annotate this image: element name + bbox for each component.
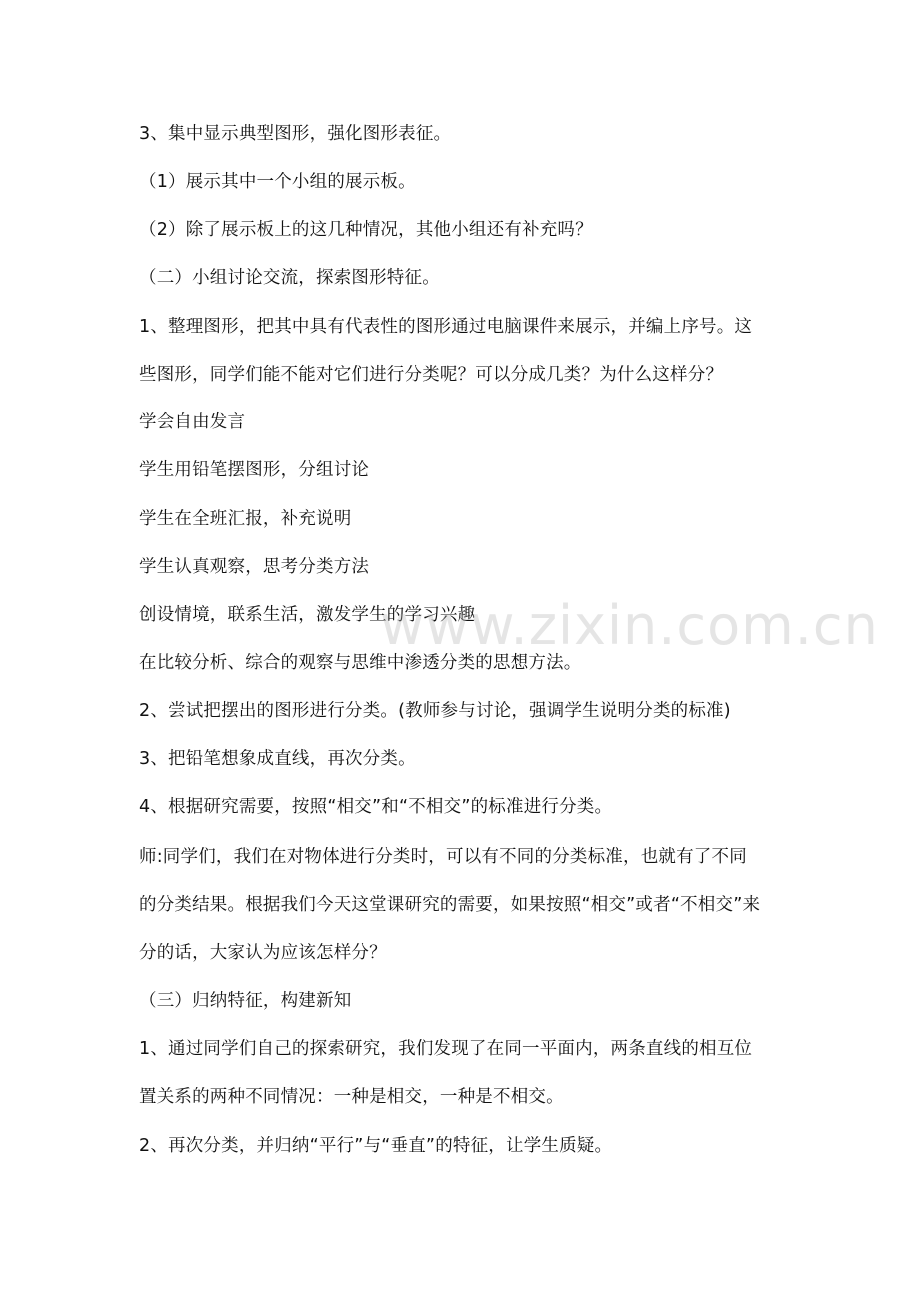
text-line-17: 的分类结果。根据我们今天这堂课研究的需要，如果按照“相交”或者“不相交”来 — [139, 895, 761, 915]
text-line-7: 学会自由发言 — [139, 412, 246, 432]
text-line-9: 学生在全班汇报，补充说明 — [139, 509, 352, 529]
text-line-21: 置关系的两种不同情况：一种是相交，一种是不相交。 — [139, 1087, 564, 1107]
text-line-5: 1、整理图形，把其中具有代表性的图形通过电脑课件来展示，并编上序号。这 — [139, 317, 753, 337]
text-line-1: 3、集中显示典型图形，强化图形表征。 — [139, 124, 452, 144]
text-line-14: 3、把铅笔想象成直线，再次分类。 — [139, 749, 416, 769]
text-line-20: 1、通过同学们自己的探索研究，我们发现了在同一平面内，两条直线的相互位 — [139, 1039, 753, 1059]
text-line-10: 学生认真观察，思考分类方法 — [139, 557, 370, 577]
text-line-2: （1）展示其中一个小组的展示板。 — [139, 172, 416, 192]
text-line-18: 分的话，大家认为应该怎样分？ — [139, 943, 387, 963]
section-heading-3: （三）归纳特征，构建新知 — [139, 991, 352, 1011]
text-line-15: 4、根据研究需要，按照“相交”和“不相交”的标准进行分类。 — [139, 797, 613, 817]
text-line-13: 2、尝试把摆出的图形进行分类。(教师参与讨论，强调学生说明分类的标准) — [139, 701, 731, 721]
text-line-12: 在比较分析、综合的观察与思维中渗透分类的思想方法。 — [139, 653, 582, 673]
text-line-6: 些图形，同学们能不能对它们进行分类呢？可以分成几类？为什么这样分？ — [139, 365, 724, 385]
watermark: www.zixin.com.cn — [380, 594, 879, 657]
text-line-16: 师:同学们，我们在对物体进行分类时，可以有不同的分类标准，也就有了不同 — [139, 847, 747, 867]
text-line-11: 创设情境，联系生活，激发学生的学习兴趣 — [139, 605, 476, 625]
text-line-22: 2、再次分类，并归纳“平行”与“垂直”的特征，让学生质疑。 — [139, 1136, 613, 1156]
text-line-8: 学生用铅笔摆图形，分组讨论 — [139, 460, 370, 480]
text-line-3: （2）除了展示板上的这几种情况，其他小组还有补充吗？ — [139, 220, 593, 240]
section-heading-2: （二）小组讨论交流，探索图形特征。 — [139, 268, 440, 288]
